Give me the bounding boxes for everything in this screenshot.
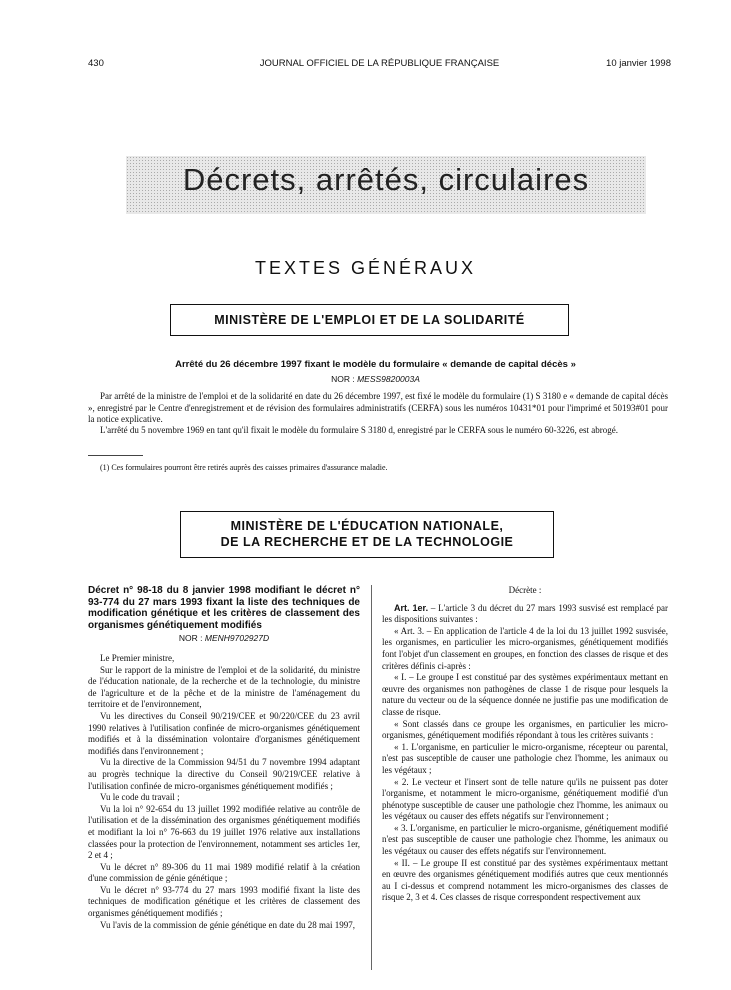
journal-title: JOURNAL OFFICIEL DE LA RÉPUBLIQUE FRANÇAISE [259,58,500,69]
footnote-rule [88,455,143,456]
nor-value: MENH9702927D [204,633,270,643]
paragraph: Vu la directive de la Commission 94/51 du 7 novembre 1994 adaptant au progrès technique la directive du Conseil 90/219/CEE relative à l'utilisation confinée de micro-organismes génétiquement modifiés ; [88,757,360,791]
paragraph: Vu le décret n° 93-774 du 27 mars 1993 modifié fixant la liste des techniques de modification génétique et les critères de classement des organismes génétiquement modifiés ; [88,884,360,919]
paragraph: Vu le décret n° 89-306 du 11 mai 1989 modifié relatif à la création d'une commission de génie génétique ; [88,861,360,884]
paragraph: « Art. 3. – En application de l'article 4 de la loi du 13 juillet 1992 susvisée, les organismes, en particulier les micro-organismes, génétiquement modifiés font l'objet d'un classement en groupes, en fonction des classes de risque et des critères définis ci-après : [382,625,668,671]
paragraph: « 3. L'organisme, en particulier le micro-organisme, génétiquement modifié n'est pas susceptible de causer une pathologie chez l'homme, les animaux ou les végétaux ou causer des effets négatifs sur l'environnement. [382,822,668,857]
decrete-heading: Décrète : [508,585,542,595]
banner-title: Décrets, arrêtés, circulaires [182,162,590,197]
page-number: 430 [88,58,104,69]
paragraph: Vu les directives du Conseil 90/219/CEE et 90/220/CEE du 23 avril 1990 relatives à l'utilisation confinée de micro-organismes génétiquement modifiés et à la dissémination volontaire d'organismes génétiquement modifiés dans l'environnement ; [88,710,360,756]
ministry-line-1: MINISTÈRE DE L'ÉDUCATION NATIONALE, [230,519,504,533]
issue-date: 10 janvier 1998 [606,58,671,69]
paragraph: Vu la loi n° 92-654 du 13 juillet 1992 modifiée relative au contrôle de l'utilisation et de la dissémination des organismes génétiquement modifiés et modifiant la loi n° 76-663 du 19 juillet 1976 relative aux installations classées pour la protection de l'environnement, notamment ses articles 1er, 2 et 4 ; [88,803,360,861]
section-banner [126,156,646,214]
article-1-label: Art. 1er. [394,602,429,613]
arrete-paragraph-2: L'arrêté du 5 novembre 1969 en tant qu'il fixait le modèle du formulaire S 3180 d, enregistré par le CERFA sous le numéro 60-3226, est abrogé. [100,425,618,435]
decret-nor [88,633,360,643]
nor-label: NOR : [178,633,203,643]
section-title: TEXTES GÉNÉRAUX [254,258,477,278]
paragraph: Sur le rapport de la ministre de l'emploi et de la solidarité, du ministre de l'éducation nationale, de la recherche et de la technologie, du ministre de l'agriculture et de la pêche et de la ministre de l'aménagement du territoire et de l'environnement, [88,664,360,710]
page-header [88,58,671,72]
paragraph: « Sont classés dans ce groupe les organismes, en particulier les micro-organismes, génétiquement modifiés répondant à tous les critères suivants : [382,718,668,741]
article-1 [382,603,668,626]
column-divider [371,585,372,970]
arrete-nor [80,374,671,384]
arrete-paragraph-1: Par arrêté de la ministre de l'emploi et de la solidarité en date du 26 décembre 1997, est fixé le modèle du formulaire (1) S 3180 e « demande de capital décès », enregistré par le Centre d'enregistrement et de révision des formulaires administratifs (CERFA) sous les numéros 10431*01 pour l'imprimé et 50193#01 pour la notice explicative. [88,391,668,424]
paragraph: « II. – Le groupe II est constitué par des systèmes expérimentaux mettant en œuvre des organismes génétiquement modifiés autres que ceux mentionnés au I ci-dessus et comprend notamment les micro-organismes des classes de risque 2, 3 et 4. Ces classes de risque correspondent respectivement aux [382,857,668,903]
footnote: (1) Ces formulaires pourront être retirés auprès des caisses primaires d'assurance maladie. [100,463,388,472]
paragraph: Vu l'avis de la commission de génie génétique en date du 28 mai 1997, [100,919,356,930]
article-1-text: – L'article 3 du décret du 27 mars 1993 susvisé est remplacé par les dispositions suivantes : [382,602,668,625]
nor-label: NOR : [331,374,355,384]
paragraph: « 1. L'organisme, en particulier le micro-organisme, récepteur ou parental, n'est pas susceptible de causer une pathologie chez l'homme, les animaux ou les végétaux ; [382,741,668,775]
ministry-line-2: DE LA RECHERCHE ET DE LA TECHNOLOGIE [220,535,514,549]
left-column [88,585,360,931]
paragraph: « 2. Le vecteur et l'insert sont de telle nature qu'ils ne puissent pas doter l'organisme, et notamment le micro-organisme, génétiquement modifié d'un phénotype susceptible de causer une pathologie chez l'homme, les animaux ou les végétaux ou causer des effets négatifs sur l'environnement ; [382,776,668,822]
right-column [382,585,668,904]
paragraph: Vu le code du travail ; [100,792,180,803]
nor-value: MESS9820003A [357,374,420,384]
ministry-education-heading [180,511,554,558]
decret-title: Décret n° 98-18 du 8 janvier 1998 modifiant le décret n° 93-774 du 27 mars 1993 fixant la liste des techniques de modification génétique et les critères de classement des organismes génétiquement modifiés [88,585,360,631]
arrete-title: Arrêté du 26 décembre 1997 fixant le modèle du formulaire « demande de capital décès » [175,359,576,370]
paragraph: Le Premier ministre, [100,653,175,663]
ministry-emploi-heading: MINISTÈRE DE L'EMPLOI ET DE LA SOLIDARITÉ [170,304,569,336]
paragraph: « I. – Le groupe I est constitué par des systèmes expérimentaux mettant en œuvre des organismes non pathogènes de classe 1 de risque pour lesquels la nature du vecteur ou de la séquence donnée ne justifie pas une modification de classe de risque. [382,672,668,717]
